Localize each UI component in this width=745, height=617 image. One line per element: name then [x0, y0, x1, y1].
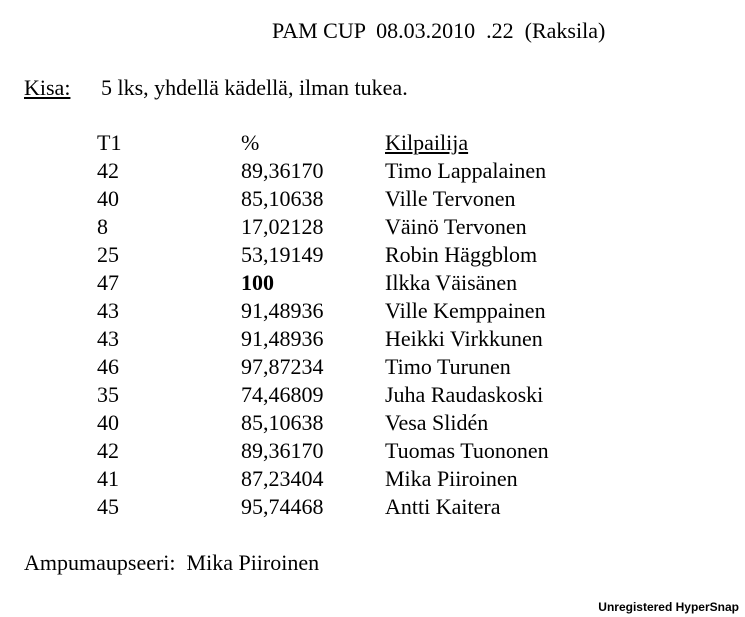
cell-competitor: Timo Lappalainen	[385, 158, 547, 183]
cell-percent: 87,23404	[241, 466, 324, 491]
table-body	[97, 157, 685, 521]
table-row	[97, 241, 685, 269]
header-competitor: Kilpailija	[385, 130, 469, 155]
cell-competitor: Väinö Tervonen	[385, 214, 527, 239]
cell-competitor: Mika Piiroinen	[385, 466, 518, 491]
table-row	[97, 185, 685, 213]
cell-t1: 46	[97, 354, 119, 379]
cell-competitor: Ilkka Väisänen	[385, 270, 518, 295]
cell-t1: 42	[97, 158, 119, 183]
cell-t1: 8	[97, 214, 108, 239]
cell-competitor: Ville Tervonen	[385, 186, 516, 211]
table-row	[97, 381, 685, 409]
range-officer: Ampumaupseeri: Mika Piiroinen	[24, 550, 320, 575]
header-t1: T1	[97, 130, 122, 155]
cell-competitor: Timo Turunen	[385, 354, 511, 379]
cell-percent: 89,36170	[241, 158, 324, 183]
table-header-row	[97, 129, 685, 157]
cell-percent: 85,10638	[241, 186, 324, 211]
table-row	[97, 353, 685, 381]
header-percent: %	[241, 130, 260, 155]
cell-t1: 40	[97, 186, 119, 211]
watermark-text: Unregistered HyperSnap	[598, 600, 739, 614]
table-row	[97, 269, 685, 297]
cell-t1: 42	[97, 438, 119, 463]
table-row	[97, 437, 685, 465]
results-table	[97, 129, 685, 521]
cell-percent: 100	[241, 270, 274, 295]
cell-competitor: Robin Häggblom	[385, 242, 538, 267]
cell-competitor: Vesa Slidén	[385, 410, 489, 435]
cell-percent: 91,48936	[241, 326, 324, 351]
cell-percent: 91,48936	[241, 298, 324, 323]
competition-info	[24, 74, 408, 102]
cell-percent: 85,10638	[241, 410, 324, 435]
competition-label: Kisa:	[24, 75, 71, 100]
cell-competitor: Ville Kemppainen	[385, 298, 546, 323]
cell-percent: 17,02128	[241, 214, 324, 239]
cell-t1: 43	[97, 326, 119, 351]
table-row	[97, 465, 685, 493]
cell-t1: 43	[97, 298, 119, 323]
table-row	[97, 213, 685, 241]
cell-t1: 40	[97, 410, 119, 435]
cell-t1: 25	[97, 242, 119, 267]
cell-percent: 97,87234	[241, 354, 324, 379]
competition-description: 5 lks, yhdellä kädellä, ilman tukea.	[101, 75, 408, 100]
table-row	[97, 297, 685, 325]
cell-competitor: Juha Raudaskoski	[385, 382, 544, 407]
document-title: PAM CUP 08.03.2010 .22 (Raksila)	[272, 18, 606, 43]
table-row	[97, 409, 685, 437]
table-row	[97, 493, 685, 521]
cell-percent: 74,46809	[241, 382, 324, 407]
cell-t1: 41	[97, 466, 119, 491]
cell-t1: 45	[97, 494, 119, 519]
table-row	[97, 325, 685, 353]
cell-percent: 95,74468	[241, 494, 324, 519]
cell-percent: 53,19149	[241, 242, 324, 267]
cell-competitor: Antti Kaitera	[385, 494, 501, 519]
cell-competitor: Heikki Virkkunen	[385, 326, 543, 351]
cell-t1: 47	[97, 270, 119, 295]
cell-competitor: Tuomas Tuononen	[385, 438, 549, 463]
cell-percent: 89,36170	[241, 438, 324, 463]
table-row	[97, 157, 685, 185]
cell-t1: 35	[97, 382, 119, 407]
